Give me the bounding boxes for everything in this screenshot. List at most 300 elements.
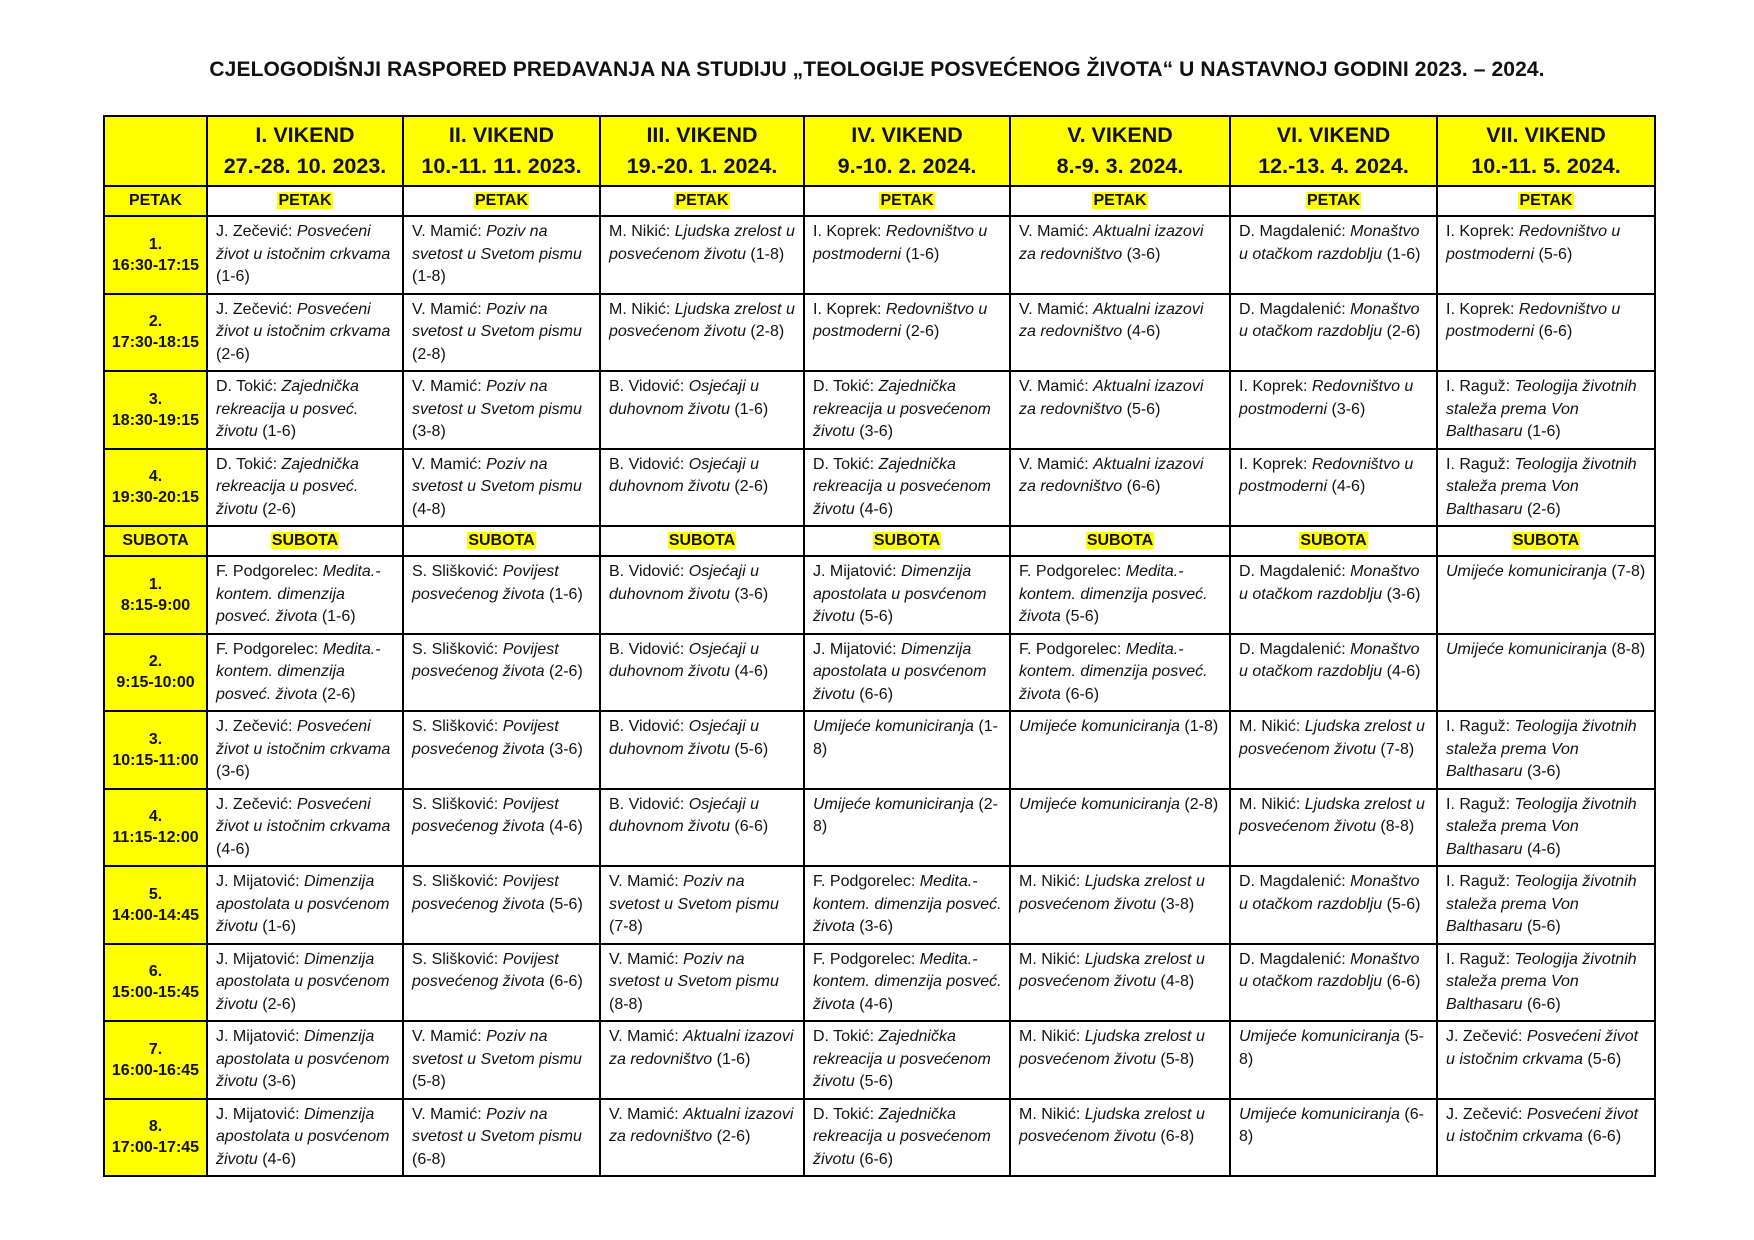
lecture-cell <box>1437 866 1655 944</box>
session-count: (1-6) <box>1386 245 1421 263</box>
course-title: Monaštvo u otačkom razdoblju <box>1239 640 1420 680</box>
session-count: (4-6) <box>1331 478 1366 495</box>
slot-time: 8:15-9:00 <box>120 596 191 614</box>
course-title: Ljudska zrelost u posvećenom životu <box>1019 1028 1205 1068</box>
time-slot-cell <box>104 789 207 867</box>
day-label: SUBOTA <box>668 532 736 549</box>
lecture-cell <box>1010 944 1230 1022</box>
lecturer-name: F. Podgorelec: <box>813 873 920 890</box>
time-slot-cell <box>104 634 207 712</box>
session-count: (7-8) <box>1380 740 1415 758</box>
course-title: Dimenzija apostolata u posvćenom životu <box>216 1105 390 1168</box>
session-count: (1-8) <box>813 718 998 758</box>
slot-number: 1. <box>148 575 163 593</box>
lecture-cell <box>1010 634 1230 712</box>
time-slot-cell <box>104 944 207 1022</box>
session-count: (1-8) <box>750 245 785 263</box>
lecturer-name: D. Tokić: <box>216 378 282 395</box>
session-count: (6-8) <box>412 1150 446 1168</box>
time-slot-row <box>104 711 1655 789</box>
schedule-table <box>103 115 1656 1177</box>
session-count: (4-6) <box>1126 323 1161 340</box>
course-title: Umijeće komuniciranja <box>813 795 979 813</box>
lecturer-name: F. Podgorelec: <box>1019 563 1126 580</box>
lecturer-name: S. Slišković: <box>412 563 503 580</box>
lecture-cell <box>1230 944 1437 1022</box>
course-title: Osjećaji u duhovnom životu <box>609 563 759 603</box>
lecturer-name: B. Vidović: <box>609 718 689 735</box>
session-count: (2-6) <box>548 663 583 680</box>
lecture-cell <box>804 789 1010 867</box>
course-title: Poziv na svetost u Svetom pismu <box>412 300 582 340</box>
day-label: SUBOTA <box>468 532 535 549</box>
session-count: (3-6) <box>859 918 894 935</box>
time-slot-row <box>104 556 1655 634</box>
weekend-name: IV. VIKEND <box>851 123 963 147</box>
lecturer-name: I. Raguž: <box>1446 378 1515 395</box>
lecturer-name: V. Mamić: <box>609 950 684 968</box>
lecture-cell <box>1230 216 1437 294</box>
lecture-cell <box>207 449 403 527</box>
course-title: Poziv na svetost u Svetom pismu <box>609 873 779 913</box>
lecturer-name: D. Magdalenić: <box>1239 950 1351 968</box>
weekend-header <box>600 116 804 186</box>
course-title: Povijest posvećenog života <box>412 718 559 758</box>
session-count: (3-6) <box>1126 245 1161 263</box>
lecture-cell <box>207 1021 403 1099</box>
lecturer-name: D. Tokić: <box>813 1105 879 1123</box>
session-count: (3-6) <box>1331 400 1366 418</box>
lecturer-name: M. Nikić: <box>1239 718 1305 735</box>
slot-time: 14:00-14:45 <box>111 906 200 924</box>
weekend-dates: 27.-28. 10. 2023. <box>223 154 387 178</box>
lecture-cell <box>403 371 600 449</box>
lecturer-name: D. Magdalenić: <box>1239 300 1351 318</box>
lecture-cell <box>403 1099 600 1177</box>
lecturer-name: I. Raguž: <box>1446 950 1515 968</box>
course-title: Posvećeni život u istočnim crkvama <box>216 795 391 835</box>
course-title: Umijeće komuniciranja <box>1239 1105 1405 1123</box>
course-title: Zajednička rekreacija u posveć. životu <box>216 455 359 518</box>
lecturer-name: I. Koprek: <box>1446 223 1519 240</box>
slot-number: 2. <box>148 653 163 671</box>
slot-number: 6. <box>148 963 163 981</box>
time-slot-cell <box>104 866 207 944</box>
lecture-cell <box>804 449 1010 527</box>
lecture-cell <box>207 294 403 372</box>
course-title: Aktualni izazovi za redovništvo <box>1019 300 1204 340</box>
course-title: Dimenzija apostolata u posvćenom životu <box>813 640 987 703</box>
session-count: (3-6) <box>216 763 250 780</box>
weekend-name: VII. VIKEND <box>1486 123 1606 147</box>
day-label: PETAK <box>1093 192 1147 209</box>
lecturer-name: M. Nikić: <box>1019 1028 1085 1045</box>
course-title: Poziv na svetost u Svetom pismu <box>412 223 582 263</box>
lecturer-name: I. Koprek: <box>813 223 886 240</box>
course-title: Aktualni izazovi za redovništvo <box>1019 378 1204 418</box>
course-title: Osjećaji u duhovnom životu <box>609 718 759 758</box>
session-count: (5-6) <box>1065 608 1100 625</box>
day-label-cell <box>1437 526 1655 556</box>
session-count: (5-8) <box>1239 1028 1424 1068</box>
course-title: Povijest posvećenog života <box>412 795 559 835</box>
lecturer-name: M. Nikić: <box>609 300 675 318</box>
course-title: Teologija životnih staleža prema Von Balthasaru <box>1446 455 1637 518</box>
session-count: (7-8) <box>1611 563 1646 580</box>
time-slot-cell <box>104 1099 207 1177</box>
lecture-cell <box>1437 371 1655 449</box>
course-title: Redovništvo u postmoderni <box>1446 223 1621 263</box>
course-title: Teologija životnih staleža prema Von Balthasaru <box>1446 950 1637 1013</box>
session-count: (6-6) <box>859 685 894 703</box>
course-title: Medita.-kontem. dimenzija posveć. života <box>1019 640 1208 703</box>
course-title: Osjećaji u duhovnom životu <box>609 455 759 495</box>
session-count: (7-8) <box>609 918 643 935</box>
lecturer-name: J. Zečević: <box>216 300 297 318</box>
lecturer-name: V. Mamić: <box>412 455 487 473</box>
lecture-cell <box>1010 556 1230 634</box>
lecture-cell <box>1437 216 1655 294</box>
slot-number: 3. <box>148 730 163 748</box>
weekend-dates: 19.-20. 1. 2024. <box>626 154 778 178</box>
time-slot-cell <box>104 556 207 634</box>
lecturer-name: V. Mamić: <box>412 378 487 395</box>
course-title: Aktualni izazovi za redovništvo <box>1019 223 1204 263</box>
time-slot-row <box>104 866 1655 944</box>
session-count: (2-6) <box>321 685 356 703</box>
lecturer-name: I. Koprek: <box>1239 378 1312 395</box>
course-title: Poziv na svetost u Svetom pismu <box>412 1028 582 1068</box>
session-count: (6-6) <box>734 818 769 835</box>
course-title: Ljudska zrelost u posvećenom životu <box>1239 718 1425 758</box>
session-count: (1-6) <box>734 400 769 418</box>
lecture-cell <box>804 556 1010 634</box>
slot-number: 7. <box>148 1040 163 1058</box>
lecturer-name: V. Mamić: <box>1019 455 1094 473</box>
lecture-cell <box>1437 634 1655 712</box>
lecture-cell <box>1010 711 1230 789</box>
lecture-cell <box>804 1021 1010 1099</box>
day-label: PETAK <box>1306 192 1361 209</box>
time-slot-cell <box>104 1021 207 1099</box>
lecture-cell <box>600 216 804 294</box>
lecture-cell <box>403 711 600 789</box>
day-label-cell <box>403 186 600 216</box>
session-count: (8-8) <box>609 995 643 1013</box>
lecture-cell <box>804 294 1010 372</box>
time-slot-row <box>104 371 1655 449</box>
session-count: (1-8) <box>412 268 446 285</box>
course-title: Poziv na svetost u Svetom pismu <box>412 1105 582 1145</box>
weekend-header <box>1010 116 1230 186</box>
lecturer-name: D. Tokić: <box>813 1028 879 1045</box>
day-label: PETAK <box>128 192 183 209</box>
course-title: Poziv na svetost u Svetom pismu <box>412 378 582 418</box>
lecture-cell <box>600 449 804 527</box>
course-title: Posvećeni život u istočnim crkvama <box>216 300 391 340</box>
course-title: Povijest posvećenog života <box>412 950 559 990</box>
weekend-header-row <box>104 116 1655 186</box>
slot-time: 16:00-16:45 <box>111 1061 200 1079</box>
lecture-cell <box>600 294 804 372</box>
day-label: SUBOTA <box>1086 532 1154 549</box>
lecturer-name: V. Mamić: <box>412 1028 487 1045</box>
lecturer-name: S. Slišković: <box>412 950 503 968</box>
lecturer-name: V. Mamić: <box>609 1105 684 1123</box>
course-title: Povijest posvećenog života <box>412 640 559 680</box>
day-label: PETAK <box>880 192 934 209</box>
time-slot-row <box>104 294 1655 372</box>
session-count: (4-6) <box>1386 663 1421 680</box>
lecturer-name: S. Slišković: <box>412 718 503 735</box>
lecturer-name: J. Mijatović: <box>216 1028 305 1045</box>
course-title: Redovništvo u postmoderni <box>1446 300 1621 340</box>
slot-time: 9:15-10:00 <box>116 674 195 692</box>
session-count: (4-6) <box>262 1150 297 1168</box>
lecturer-name: M. Nikić: <box>1239 795 1305 813</box>
session-count: (8-8) <box>1380 818 1415 835</box>
session-count: (1-6) <box>548 585 583 603</box>
session-count: (6-6) <box>1065 685 1100 703</box>
lecturer-name: J. Zečević: <box>216 718 297 735</box>
lecturer-name: V. Mamić: <box>1019 378 1094 395</box>
course-title: Dimenzija apostolata u posvćenom životu <box>216 1028 390 1090</box>
slot-number: 8. <box>148 1118 163 1136</box>
course-title: Zajednička rekreacija u posvećenom životu <box>813 455 991 518</box>
session-count: (1-6) <box>1526 423 1561 440</box>
lecturer-name: J. Zečević: <box>1446 1028 1527 1045</box>
weekend-header <box>207 116 403 186</box>
lecturer-name: S. Slišković: <box>412 640 503 658</box>
course-title: Ljudska zrelost u posvećenom životu <box>609 300 795 340</box>
lecturer-name: J. Mijatović: <box>216 873 305 890</box>
lecture-cell <box>1010 866 1230 944</box>
session-count: (5-6) <box>1587 1050 1622 1068</box>
session-count: (2-8) <box>412 345 446 363</box>
lecture-cell <box>804 866 1010 944</box>
course-title: Aktualni izazovi za redovništvo <box>1019 455 1204 495</box>
course-title: Umijeće komuniciranja <box>1019 718 1185 735</box>
course-title: Posvećeni život u istočnim crkvama <box>216 223 391 263</box>
lecture-cell <box>207 371 403 449</box>
lecturer-name: I. Raguž: <box>1446 795 1515 813</box>
day-label-cell <box>804 186 1010 216</box>
slot-number: 3. <box>148 390 163 408</box>
lecture-cell <box>1437 789 1655 867</box>
slot-number: 4. <box>148 468 163 486</box>
lecturer-name: V. Mamić: <box>412 300 487 318</box>
session-count: (5-6) <box>1526 918 1561 935</box>
course-title: Ljudska zrelost u posvećenom životu <box>1019 1105 1205 1145</box>
session-count: (2-6) <box>1386 323 1421 340</box>
course-title: Teologija životnih staleža prema Von Balthasaru <box>1446 378 1637 440</box>
slot-number: 5. <box>148 885 163 903</box>
session-count: (3-6) <box>1526 763 1561 780</box>
session-count: (4-6) <box>859 500 894 518</box>
session-count: (3-6) <box>548 740 583 758</box>
day-label: PETAK <box>474 192 529 209</box>
slot-time: 16:30-17:15 <box>111 256 200 274</box>
lecturer-name: D. Magdalenić: <box>1239 563 1351 580</box>
day-label-cell <box>1230 186 1437 216</box>
lecturer-name: J. Mijatović: <box>813 563 902 580</box>
lecture-cell <box>1010 216 1230 294</box>
course-title: Monaštvo u otačkom razdoblju <box>1239 563 1420 603</box>
time-slot-row <box>104 1021 1655 1099</box>
lecturer-name: F. Podgorelec: <box>1019 640 1126 658</box>
lecture-cell <box>1230 294 1437 372</box>
course-title: Monaštvo u otačkom razdoblju <box>1239 300 1420 340</box>
lecture-cell <box>1010 1099 1230 1177</box>
session-count: (4-6) <box>734 663 769 680</box>
weekend-dates: 10.-11. 11. 2023. <box>421 154 582 178</box>
lecture-cell <box>1010 294 1230 372</box>
course-title: Teologija životnih staleža prema Von Balthasaru <box>1446 873 1637 935</box>
session-count: (2-6) <box>1526 500 1561 518</box>
day-label-cell <box>804 526 1010 556</box>
lecturer-name: M. Nikić: <box>1019 873 1085 890</box>
session-count: (1-6) <box>262 918 297 935</box>
session-count: (2-6) <box>716 1128 751 1145</box>
lecturer-name: M. Nikić: <box>1019 950 1085 968</box>
lecturer-name: B. Vidović: <box>609 563 689 580</box>
day-label: PETAK <box>675 192 729 209</box>
session-count: (6-6) <box>1386 973 1421 990</box>
slot-time: 10:15-11:00 <box>112 751 199 769</box>
time-slot-row <box>104 944 1655 1022</box>
session-count: (2-8) <box>813 795 998 835</box>
lecture-cell <box>1437 294 1655 372</box>
lecture-cell <box>1230 449 1437 527</box>
session-count: (1-6) <box>905 245 940 263</box>
lecture-cell <box>403 1021 600 1099</box>
session-count: (1-6) <box>321 608 356 625</box>
slot-number: 2. <box>148 313 163 331</box>
lecturer-name: D. Magdalenić: <box>1239 873 1351 890</box>
lecture-cell <box>804 1099 1010 1177</box>
lecturer-name: J. Mijatović: <box>216 950 305 968</box>
time-slot-row <box>104 789 1655 867</box>
lecture-cell <box>600 371 804 449</box>
weekend-dates: 12.-13. 4. 2024. <box>1258 154 1409 178</box>
lecture-cell <box>1010 789 1230 867</box>
course-title: Osjećaji u duhovnom životu <box>609 795 759 835</box>
lecture-cell <box>403 294 600 372</box>
session-count: (4-6) <box>1526 840 1561 858</box>
day-label: SUBOTA <box>271 532 339 549</box>
session-count: (3-8) <box>412 423 446 440</box>
course-title: Umijeće komuniciranja <box>1446 563 1612 580</box>
lecture-cell <box>1010 449 1230 527</box>
lecture-cell <box>804 634 1010 712</box>
course-title: Umijeće komuniciranja <box>1019 795 1185 813</box>
day-label-cell <box>600 526 804 556</box>
session-count: (3-6) <box>734 585 769 603</box>
slot-time: 18:30-19:15 <box>111 411 200 429</box>
time-slot-cell <box>104 449 207 527</box>
lecture-cell <box>403 634 600 712</box>
time-slot-cell <box>104 711 207 789</box>
course-title: Redovništvo u postmoderni <box>813 223 988 263</box>
lecture-cell <box>600 711 804 789</box>
lecture-cell <box>600 1099 804 1177</box>
lecture-cell <box>207 944 403 1022</box>
session-count: (5-6) <box>859 608 894 625</box>
day-label: SUBOTA <box>122 532 189 549</box>
course-title: Medita.-kontem. dimenzija posveć. života <box>216 563 381 625</box>
course-title: Teologija životnih staleža prema Von Balthasaru <box>1446 795 1637 858</box>
course-title: Zajednička rekreacija u posvećenom životu <box>813 1105 991 1168</box>
lecturer-name: J. Zečević: <box>1446 1105 1527 1123</box>
lecture-cell <box>207 556 403 634</box>
lecturer-name: B. Vidović: <box>609 795 689 813</box>
day-label-cell <box>104 186 207 216</box>
header-corner-cell <box>104 116 207 186</box>
course-title: Ljudska zrelost u posvećenom životu <box>609 223 795 263</box>
lecture-cell <box>207 216 403 294</box>
session-count: (5-6) <box>859 1073 894 1090</box>
course-title: Redovništvo u postmoderni <box>813 300 988 340</box>
weekend-name: III. VIKEND <box>646 123 758 147</box>
lecturer-name: D. Magdalenić: <box>1239 640 1351 658</box>
lecturer-name: I. Raguž: <box>1446 718 1515 735</box>
day-header-row <box>104 186 1655 216</box>
slot-time: 19:30-20:15 <box>111 489 200 507</box>
day-label-cell <box>1437 186 1655 216</box>
lecturer-name: D. Tokić: <box>813 378 879 395</box>
weekend-dates: 8.-9. 3. 2024. <box>1056 154 1184 178</box>
day-label: SUBOTA <box>873 532 941 549</box>
weekend-name: VI. VIKEND <box>1276 123 1391 147</box>
session-count: (2-6) <box>262 500 297 518</box>
course-title: Redovništvo u postmoderni <box>1239 455 1414 495</box>
time-slot-row <box>104 1099 1655 1177</box>
lecture-cell <box>1230 634 1437 712</box>
session-count: (1-6) <box>262 423 297 440</box>
lecture-cell <box>600 556 804 634</box>
lecture-cell <box>403 216 600 294</box>
day-label-cell <box>1010 186 1230 216</box>
page-title: CJELOGODIŠNJI RASPORED PREDAVANJA NA STUDIJU „TEOLOGIJE POSVEĆENOG ŽIVOTA“ U NASTAVNOJ GODINI 2023. – 2024. <box>209 58 1545 81</box>
session-count: (1-6) <box>716 1050 751 1068</box>
course-title: Zajednička rekreacija u posvećenom životu <box>813 1028 991 1090</box>
lecture-cell <box>600 1021 804 1099</box>
lecture-cell <box>804 216 1010 294</box>
session-count: (5-6) <box>548 895 583 913</box>
time-slot-cell <box>104 216 207 294</box>
course-title: Poziv na svetost u Svetom pismu <box>412 455 582 495</box>
course-title: Posvećeni život u istočnim crkvama <box>216 718 391 758</box>
course-title: Osjećaji u duhovnom životu <box>609 378 759 418</box>
lecturer-name: I. Raguž: <box>1446 873 1515 890</box>
lecture-cell <box>804 711 1010 789</box>
lecture-cell <box>1437 1099 1655 1177</box>
session-count: (6-8) <box>1239 1105 1424 1145</box>
session-count: (5-6) <box>734 740 769 758</box>
lecturer-name: M. Nikić: <box>1019 1105 1085 1123</box>
weekend-name: II. VIKEND <box>448 123 555 147</box>
session-count: (5-6) <box>1538 245 1573 263</box>
session-count: (6-6) <box>1538 323 1573 340</box>
course-title: Osjećaji u duhovnom životu <box>609 640 759 680</box>
day-header-row <box>104 526 1655 556</box>
lecture-cell <box>1230 789 1437 867</box>
day-label-cell <box>403 526 600 556</box>
session-count: (2-8) <box>1184 795 1219 813</box>
lecture-cell <box>1230 371 1437 449</box>
session-count: (1-6) <box>216 268 250 285</box>
lecture-cell <box>1230 866 1437 944</box>
